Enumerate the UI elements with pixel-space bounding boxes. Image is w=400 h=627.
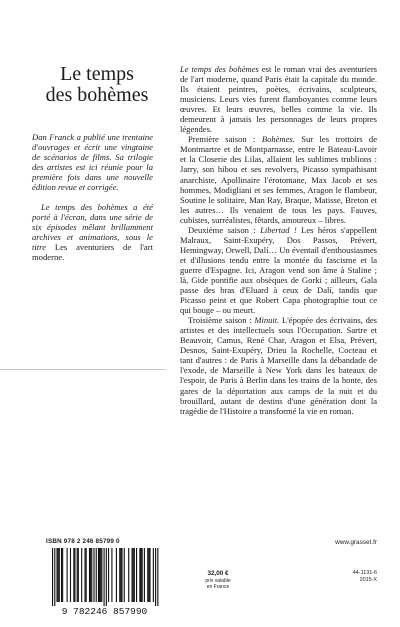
- barcode: [44, 546, 165, 616]
- synopsis-intro: [180, 64, 377, 134]
- barcode-bar: [149, 548, 150, 602]
- author-column: [32, 132, 153, 262]
- tv-adaptation-note: [32, 202, 153, 263]
- book-title-line2: des bohèmes: [45, 84, 149, 106]
- barcode-bar: [78, 548, 79, 602]
- barcode-bar: [91, 548, 92, 602]
- barcode-bar: [108, 548, 109, 602]
- barcode-bar: [58, 548, 59, 602]
- season-three-lead: Troisième saison :: [188, 315, 255, 326]
- tv-adaptation-text: Le temps des bohèmes a été porté à l'écran, dans une série de six épisodes mêlant brillamment archives et animations, sous le titre: [32, 201, 153, 252]
- barcode-bar: [86, 548, 87, 602]
- barcode-bar: [133, 548, 134, 602]
- season-two-text: Les héros s'appellent Malraux, Saint-Exupéry, Dos Passos, Prévert, Hemingway, Orwell, Dalí… Un éventail d'enthousiasmes et d'illusions tendu entre la montée du fascisme et la guerre d'Espagne. Ici, Aragon vend son âme à Staline ; là, Gide pontifie aux obsèques de Gorki ; ailleurs, Gala passe des bras d'Eluard à ceux de Dalí, tandis que Picasso peint et que Robert Capa photographie tout ce qui bouge – ou meurt.: [180, 224, 377, 316]
- barcode-bar: [90, 548, 91, 602]
- season-one-lead: Première saison :: [188, 134, 262, 145]
- barcode-bar: [157, 548, 158, 606]
- barcode-bar: [74, 548, 75, 602]
- barcode-bar: [61, 548, 62, 602]
- barcode-bar: [67, 548, 68, 602]
- barcode-bar: [116, 548, 117, 602]
- barcode-bar: [121, 548, 122, 602]
- barcode-bar: [147, 548, 148, 602]
- book-title-line1: Le temps: [60, 63, 134, 85]
- price-note-line2: en France: [206, 584, 230, 590]
- barcode-bar: [106, 548, 107, 606]
- tv-series-title: Les aventuriers de l'art moderne.: [32, 241, 153, 263]
- barcode-bar: [119, 548, 120, 602]
- price-note-line1: prix valable: [205, 578, 231, 584]
- barcode-bar: [155, 548, 156, 606]
- barcode-bar: [70, 548, 71, 602]
- barcode-bar: [111, 548, 112, 602]
- barcode-bar: [148, 548, 149, 602]
- barcode-bar: [56, 548, 57, 602]
- barcode-bar: [96, 548, 97, 602]
- barcode-bar: [77, 548, 78, 602]
- barcode-bar: [54, 548, 55, 606]
- divider-line: [0, 369, 166, 370]
- barcode-bar: [98, 548, 99, 602]
- book-title: [24, 64, 170, 106]
- season-three-title: Minuit.: [254, 315, 280, 326]
- barcode-bar: [84, 548, 85, 602]
- reference-code: 44-1131-6: [352, 570, 377, 576]
- barcode-bar: [128, 548, 129, 602]
- season-one: [180, 134, 377, 224]
- barcode-bar: [52, 548, 53, 606]
- barcode-bar: [104, 548, 105, 606]
- publisher-reference: [353, 570, 377, 584]
- barcode-bar: [99, 548, 100, 602]
- barcode-bar: [120, 548, 121, 602]
- price-box: [196, 570, 240, 590]
- season-one-title: Bohèmes.: [261, 134, 295, 145]
- barcode-bar: [89, 548, 90, 602]
- barcode-bar: [144, 548, 145, 602]
- reference-year: 2015-X: [359, 577, 377, 583]
- barcode-bar: [139, 548, 140, 602]
- barcode-bar: [136, 548, 137, 602]
- barcode-bar: [132, 548, 133, 602]
- barcode-bar: [142, 548, 143, 602]
- synopsis-intro-title: Le temps des bohèmes: [180, 64, 259, 74]
- isbn-label: ISBN 978 2 246 85799 0: [46, 538, 120, 545]
- synopsis-column: [180, 64, 377, 416]
- author-bio: Dan Franck a publié une trentaine d'ouvrages et écrit une vingtaine de scénarios de films. Sa trilogie des artistes est ici réunie pour la première fois dans une nouvelle édition revue et corrigée.: [32, 132, 153, 193]
- publisher-website: www.grasset.fr: [335, 539, 377, 546]
- season-two: [180, 225, 377, 315]
- barcode-bar: [81, 548, 82, 602]
- season-three: [180, 315, 377, 415]
- barcode-bar: [101, 548, 102, 602]
- barcode-bar: [140, 548, 141, 602]
- barcode-bar: [100, 548, 101, 602]
- price: 32,00 €: [207, 570, 229, 577]
- barcode-bar: [62, 548, 63, 602]
- barcode-bar: [124, 548, 125, 602]
- season-three-text: L'épopée des écrivains, des artistes et des intellectuels sous l'Occupation. Sartre et Beauvoir, Camus, René Char, Aragon et Elsa, Prévert, Desnos, Saint-Exupéry, Drieu la Rochelle, Cocteau et tant d'autres : de Paris à Marseille dans la débandade de l'exode, de Marseille à New York dans les bateaux de l'espoir, de Paris à Berlin dans les trains de la honte, des gares de la déportation aux camps de la nuit et du brouillard, autant de destins d'une génération dont la tragédie de l'Histoire a transformé la vie en roman.: [180, 315, 377, 416]
- barcode-bar: [59, 548, 60, 602]
- barcode-bar: [73, 548, 74, 602]
- synopsis-intro-text: est le roman vrai des aventuriers de l'art moderne, quand Paris était la capitale du monde. Ils étaient peintres, poètes, écrivains, sculpteurs, musiciens. Leurs vies furent flamboyantes comme leurs œuvres. Et leurs œuvres, belles comme la vie. Ils demeurent à jamais les personnages de leurs propres légendes.: [180, 64, 377, 135]
- season-two-lead: Deuxième saison :: [188, 224, 261, 235]
- barcode-bar: [153, 548, 154, 602]
- barcode-bar: [93, 548, 94, 602]
- barcode-digits: 9 782246 857990: [61, 606, 148, 616]
- season-two-title: Libertad !: [260, 224, 297, 235]
- season-one-text: Sur les trottoirs de Montmartre et de Montparnasse, entre le Bateau-Lavoir et la Closerie des Lilas, allaient les sublimes trublions : Jarry, son hibou et ses revolvers, Picasso sympathisant anarchiste, Apollinaire l'érotomane, Max Jacob et ses hommes, Modigliani et ses femmes, Aragon le flambeur, Soutine le solitaire, Man Ray, Braque, Matisse, Breton et les autres… Ils venaient de tous les pays. Fauves, cubistes, surréalistes, fêtards, amoureux – libres.: [180, 134, 377, 225]
- barcode-bar: [134, 548, 135, 602]
